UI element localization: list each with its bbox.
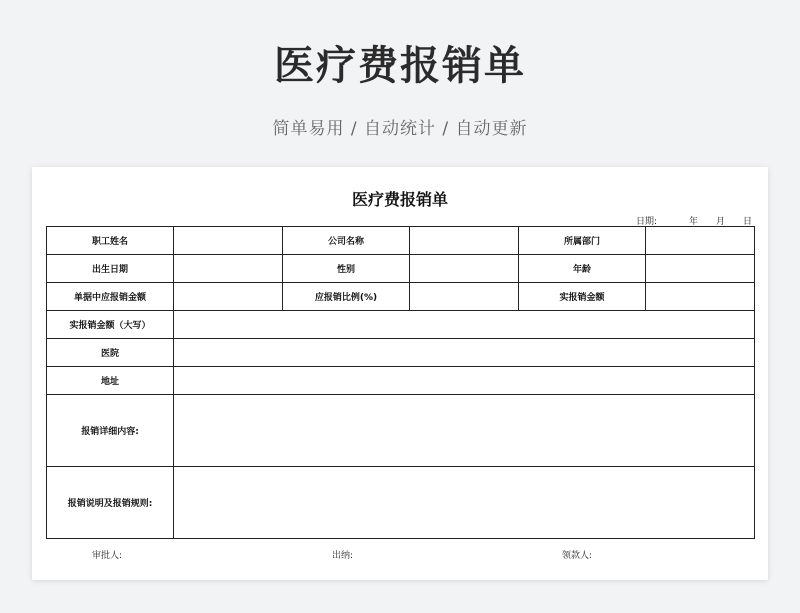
label-department: 所属部门 xyxy=(519,227,646,255)
table-row xyxy=(47,339,755,367)
actual-amount-field[interactable] xyxy=(646,283,755,311)
date-label: 日期: xyxy=(636,217,658,227)
table-row xyxy=(47,283,755,311)
approver-label: 审批人: xyxy=(92,551,123,561)
label-details: 报销详细内容: xyxy=(47,395,174,467)
cashier-label: 出纳: xyxy=(332,551,354,561)
label-rules: 报销说明及报销规则: xyxy=(47,467,174,539)
address-field[interactable] xyxy=(174,367,755,395)
form-title: 医疗费报销单 xyxy=(351,190,448,209)
receipt-amount-field[interactable] xyxy=(174,283,283,311)
date-month: 月 xyxy=(716,217,726,227)
rules-field[interactable] xyxy=(174,467,755,539)
table-row xyxy=(47,367,755,395)
page-title: 医疗费报销单 xyxy=(274,43,526,89)
birth-date-field[interactable] xyxy=(174,255,283,283)
label-birth-date: 出生日期 xyxy=(47,255,174,283)
details-field[interactable] xyxy=(174,395,755,467)
hospital-field[interactable] xyxy=(174,339,755,367)
recipient-label: 领款人: xyxy=(562,551,593,561)
form-sheet xyxy=(32,167,768,580)
label-company-name: 公司名称 xyxy=(283,227,410,255)
date-year: 年 xyxy=(689,217,699,227)
table-row xyxy=(47,467,755,539)
page-subtitle: 简单易用 / 自动统计 / 自动更新 xyxy=(272,119,528,139)
label-actual-amount-capital: 实报销金额（大写） xyxy=(47,311,174,339)
reimburse-ratio-field[interactable] xyxy=(410,283,519,311)
table-row xyxy=(47,395,755,467)
label-gender: 性别 xyxy=(283,255,410,283)
age-field[interactable] xyxy=(646,255,755,283)
label-actual-amount: 实报销金额 xyxy=(519,283,646,311)
date-day: 日 xyxy=(743,217,753,227)
label-age: 年龄 xyxy=(519,255,646,283)
table-row xyxy=(47,311,755,339)
label-reimburse-ratio: 应报销比例(%) xyxy=(283,283,410,311)
table-row xyxy=(47,255,755,283)
gender-field[interactable] xyxy=(410,255,519,283)
label-address: 地址 xyxy=(47,367,174,395)
reimbursement-table xyxy=(46,226,755,539)
department-field[interactable] xyxy=(646,227,755,255)
label-receipt-amount: 单据中应报销金额 xyxy=(47,283,174,311)
employee-name-field[interactable] xyxy=(174,227,283,255)
label-employee-name: 职工姓名 xyxy=(47,227,174,255)
table-row xyxy=(47,227,755,255)
actual-amount-capital-field[interactable] xyxy=(174,311,755,339)
label-hospital: 医院 xyxy=(47,339,174,367)
company-name-field[interactable] xyxy=(410,227,519,255)
